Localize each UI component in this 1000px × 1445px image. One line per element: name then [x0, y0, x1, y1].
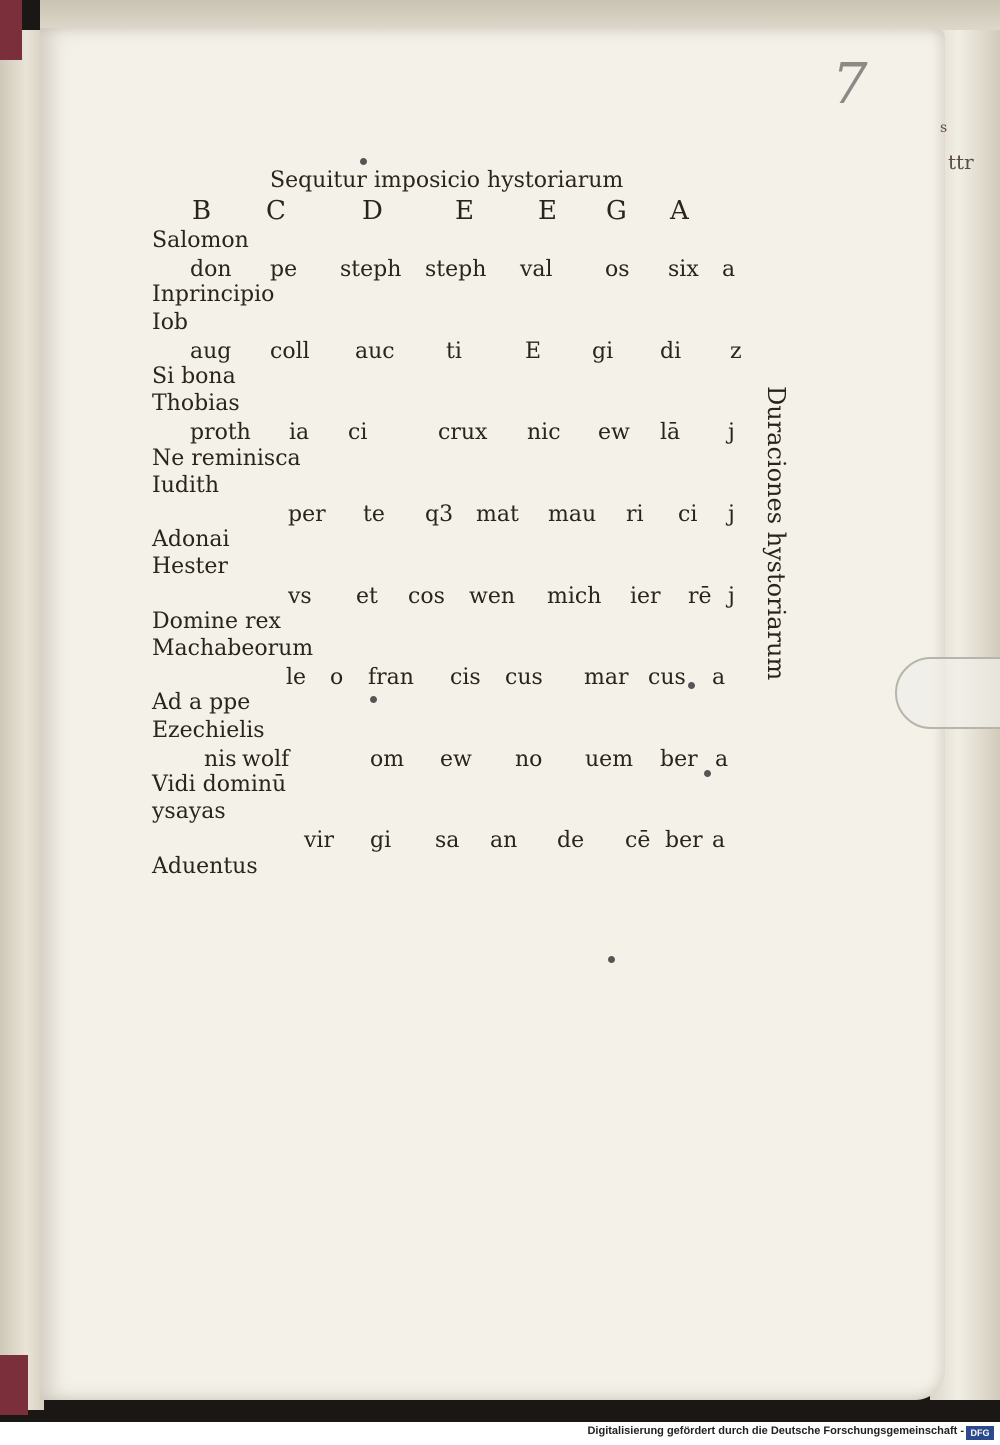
feast-label: Aduentus: [152, 853, 258, 879]
syllable-cell: vir: [304, 828, 334, 854]
syllable-cell: steph: [340, 257, 402, 283]
syllable-cell: wen: [469, 583, 516, 609]
syllable-cell: per: [288, 502, 326, 527]
syllable-cell: don: [190, 257, 232, 283]
column-letter: B: [192, 196, 212, 226]
syllable-cell: ier: [630, 583, 661, 609]
syllable-cell: a: [712, 665, 726, 691]
syllable-cell: de: [557, 828, 585, 854]
syllable-cell: cos: [408, 583, 445, 609]
page-clip: [895, 657, 1000, 729]
column-letter: C: [266, 196, 286, 226]
syllable-cell: vs: [288, 583, 312, 609]
syllable-cell: a: [712, 828, 726, 854]
feast-label: Thobias: [152, 391, 240, 417]
syllable-cell: nis: [204, 746, 237, 772]
column-letter: A: [670, 196, 689, 226]
syllable-cell: aug: [190, 338, 232, 364]
syllable-cell: steph: [425, 257, 487, 283]
ink-dot: [608, 956, 615, 963]
syllable-cell: cē: [625, 828, 651, 854]
footer-credit: Digitalisierung gefördert durch die Deutsche Forschungsgemeinschaft -: [587, 1425, 964, 1437]
syllable-cell: ia: [289, 420, 310, 446]
syllable-cell: ci: [678, 502, 698, 527]
syllable-cell: ew: [598, 420, 630, 446]
syllable-cell: fran: [368, 665, 414, 691]
syllable-cell: mich: [547, 583, 602, 609]
syllable-cell: crux: [438, 420, 488, 446]
feast-label: Hester: [152, 554, 228, 580]
syllable-cell: E: [525, 338, 542, 364]
syllable-cell: le: [286, 665, 307, 691]
ink-dot: [370, 696, 377, 703]
feast-label: Vidi dominū: [152, 772, 287, 797]
feast-label: Ne reminisca: [152, 445, 301, 471]
syllable-cell: et: [356, 583, 378, 609]
syllable-cell: val: [520, 257, 553, 283]
syllable-cell: six: [668, 257, 699, 283]
syllable-cell: ci: [348, 420, 368, 446]
syllable-cell: cus: [648, 665, 686, 691]
syllable-cell: rē: [688, 583, 712, 609]
edge-glimpse: ttr: [948, 150, 974, 174]
ink-dot: [688, 682, 695, 689]
syllable-cell: ber: [665, 828, 703, 854]
feast-label: ysayas: [152, 799, 226, 825]
feast-label: Iob: [152, 309, 189, 335]
syllable-cell: an: [490, 828, 518, 854]
feast-label: Ad a ppe: [152, 690, 251, 716]
side-heading: Duraciones hystoriarum: [762, 386, 790, 681]
syllable-cell: no: [515, 746, 543, 772]
feast-label: Iudith: [152, 472, 219, 498]
page-title: Sequitur imposicio hystoriarum: [270, 168, 624, 193]
dfg-logo: DFG: [966, 1426, 994, 1440]
syllable-cell: di: [660, 338, 682, 364]
syllable-cell: ri: [626, 502, 644, 527]
syllable-cell: cus: [505, 665, 543, 691]
syllable-cell: mau: [548, 502, 597, 527]
syllable-cell: om: [370, 746, 405, 772]
column-letter: G: [606, 196, 627, 226]
syllable-cell: cis: [450, 665, 481, 691]
syllable-cell: gi: [370, 828, 392, 854]
ink-dot: [360, 158, 367, 165]
syllable-cell: lā: [660, 420, 681, 446]
syllable-cell: z: [730, 338, 742, 364]
syllable-cell: j: [728, 502, 735, 527]
syllable-cell: mat: [476, 502, 519, 527]
binding-top-left: [0, 0, 22, 60]
feast-label: Salomon: [152, 228, 249, 253]
syllable-cell: j: [728, 583, 735, 609]
feast-label: Adonai: [152, 527, 230, 553]
binding-bottom-left: [0, 1355, 28, 1415]
ink-dot: [704, 770, 711, 777]
syllable-cell: j: [728, 420, 735, 446]
syllable-cell: a: [715, 746, 729, 772]
syllable-cell: sa: [435, 828, 460, 854]
syllable-cell: os: [605, 257, 630, 283]
column-letter: E: [538, 196, 557, 226]
syllable-cell: a: [722, 257, 736, 283]
syllable-cell: nic: [527, 420, 561, 446]
syllable-cell: proth: [190, 420, 251, 446]
syllable-cell: pe: [270, 257, 298, 283]
syllable-cell: q3: [425, 502, 454, 527]
syllable-cell: o: [330, 665, 344, 691]
syllable-cell: gi: [592, 338, 614, 364]
syllable-cell: ew: [440, 746, 472, 772]
syllable-cell: ti: [446, 338, 462, 364]
left-leaf-edge: [0, 30, 44, 1410]
syllable-cell: coll: [270, 338, 310, 364]
feast-label: Inprincipio: [152, 282, 275, 308]
syllable-cell: wolf: [242, 746, 290, 772]
edge-glimpse-2: s: [940, 120, 948, 136]
syllable-cell: auc: [355, 338, 395, 364]
feast-label: Domine rex: [152, 608, 281, 634]
feast-label: Machabeorum: [152, 636, 314, 661]
feast-label: Si bona: [152, 364, 236, 389]
syllable-cell: ber: [660, 746, 698, 772]
folio-number: 7: [832, 52, 868, 117]
feast-label: Ezechielis: [152, 717, 265, 743]
column-letter: E: [455, 196, 474, 226]
syllable-cell: te: [363, 502, 385, 527]
syllable-cell: mar: [584, 665, 629, 691]
column-letter: D: [362, 196, 383, 226]
syllable-cell: uem: [585, 746, 634, 772]
